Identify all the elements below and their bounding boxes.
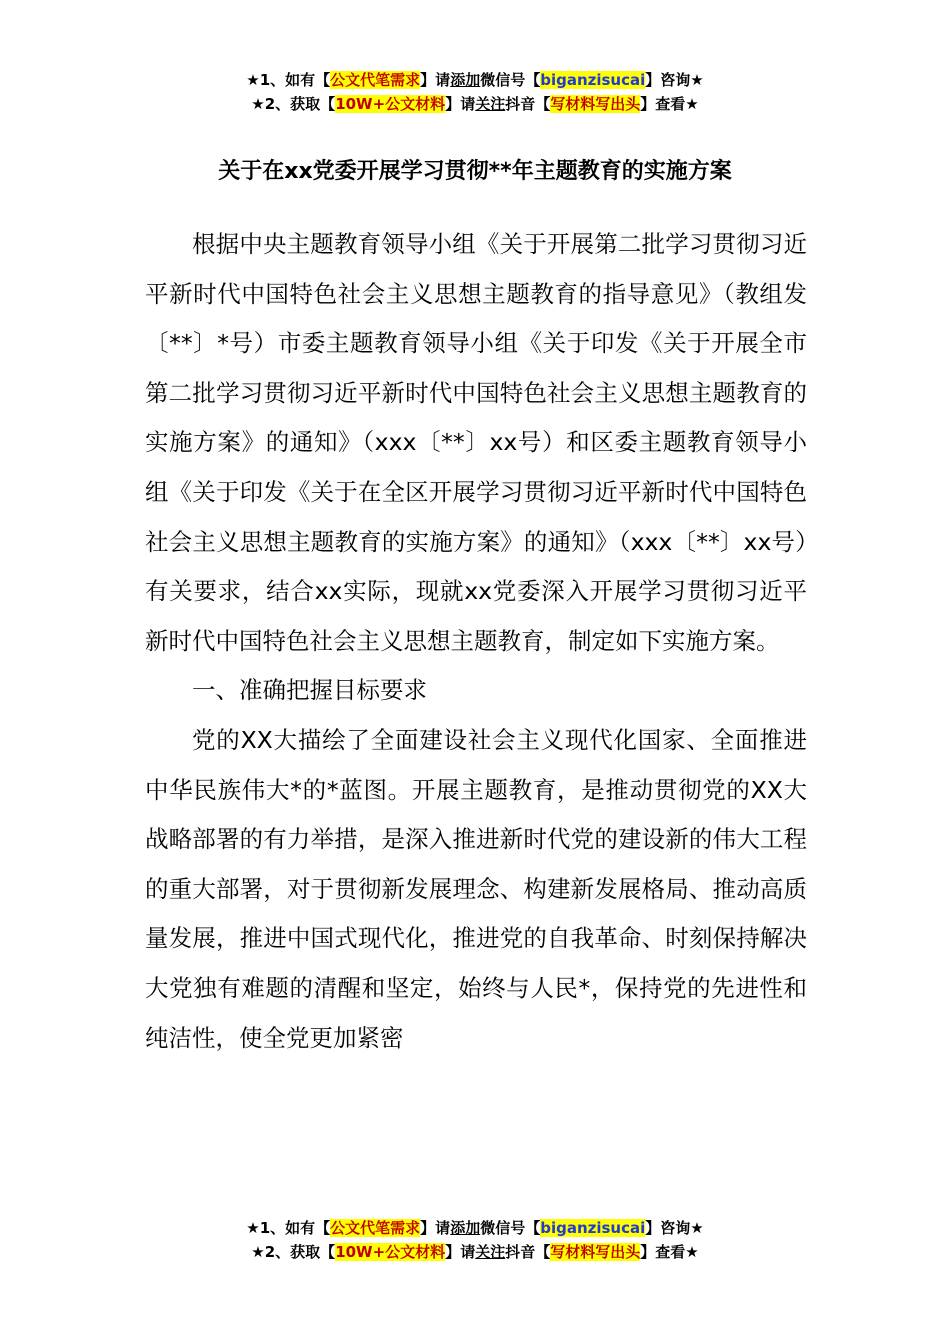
promo-highlight: 10W+公文材料 [335, 95, 446, 113]
promo-banner-top [0, 68, 950, 116]
promo-emphasis: 添加 [450, 1219, 481, 1237]
promo-emphasis: 添加 [450, 71, 481, 89]
promo-text: 】咨询★ [645, 71, 704, 89]
promo-text: ★1、如有【 [246, 1219, 331, 1237]
promo-line-1 [0, 68, 950, 92]
promo-text: 微信号【 [480, 1219, 541, 1237]
douyin-account: 写材料写出头 [550, 1243, 641, 1261]
promo-text: 】查看★ [640, 1243, 699, 1261]
promo-text: ★1、如有【 [246, 71, 331, 89]
promo-text: 】请 [420, 71, 451, 89]
promo-highlight: 公文代笔需求 [330, 71, 421, 89]
promo-line-2 [0, 92, 950, 116]
promo-text: 】咨询★ [645, 1219, 704, 1237]
promo-text: 】请 [420, 1219, 451, 1237]
wechat-id: biganzisucai [540, 71, 646, 89]
body-paragraph: 党的XX大描绘了全面建设社会主义现代化国家、全面推进中华民族伟大*的*蓝图。开展主题教育，是推动贯彻党的XX大战略部署的有力举措，是深入推进新时代党的建设新的伟大工程的重大部署，对于贯彻新发展理念、构建新发展格局、推动高质量发展，推进中国式现代化，推进党的自我革命、时刻保持解决大党独有难题的清醒和坚定，始终与人民*，保持党的先进性和纯洁性，使全党更加紧密 [145, 725, 807, 1052]
promo-banner-bottom [0, 1216, 950, 1264]
promo-highlight: 10W+公文材料 [335, 1243, 446, 1261]
douyin-account: 写材料写出头 [550, 95, 641, 113]
promo-emphasis: 关注 [475, 95, 506, 113]
promo-text: 】请 [445, 1243, 476, 1261]
promo-highlight: 公文代笔需求 [330, 1219, 421, 1237]
promo-emphasis: 关注 [475, 1243, 506, 1261]
body-paragraph: 根据中央主题教育领导小组《关于开展第二批学习贯彻习近平新时代中国特色社会主义思想主题教育的指导意见》（教组发〔**〕*号）市委主题教育领导小组《关于印发《关于开展全市第二批学习贯彻习近平新时代中国特色社会主义思想主题教育的实施方案》的通知》（xxx〔**〕xx号）和区委主题教育领导小组《关于印发《关于在全区开展学习贯彻习近平新时代中国特色社会主义思想主题教育的实施方案》的通知》（xxx〔**〕xx号）有关要求，结合xx实际，现就xx党委深入开展学习贯彻习近平新时代中国特色社会主义思想主题教育，制定如下实施方案。 [145, 230, 807, 655]
document-body [145, 220, 807, 1063]
promo-line-2 [0, 1240, 950, 1264]
wechat-id: biganzisucai [540, 1219, 646, 1237]
promo-text: 微信号【 [480, 71, 541, 89]
promo-text: ★2、获取【 [251, 1243, 336, 1261]
promo-text: 抖音【 [505, 1243, 551, 1261]
promo-text: 】请 [445, 95, 476, 113]
promo-line-1 [0, 1216, 950, 1240]
promo-text: 】查看★ [640, 95, 699, 113]
promo-text: 抖音【 [505, 95, 551, 113]
document-title: 关于在xx党委开展学习贯彻**年主题教育的实施方案 [218, 159, 732, 184]
promo-text: ★2、获取【 [251, 95, 336, 113]
section-heading: 一、准确把握目标要求 [192, 676, 427, 705]
